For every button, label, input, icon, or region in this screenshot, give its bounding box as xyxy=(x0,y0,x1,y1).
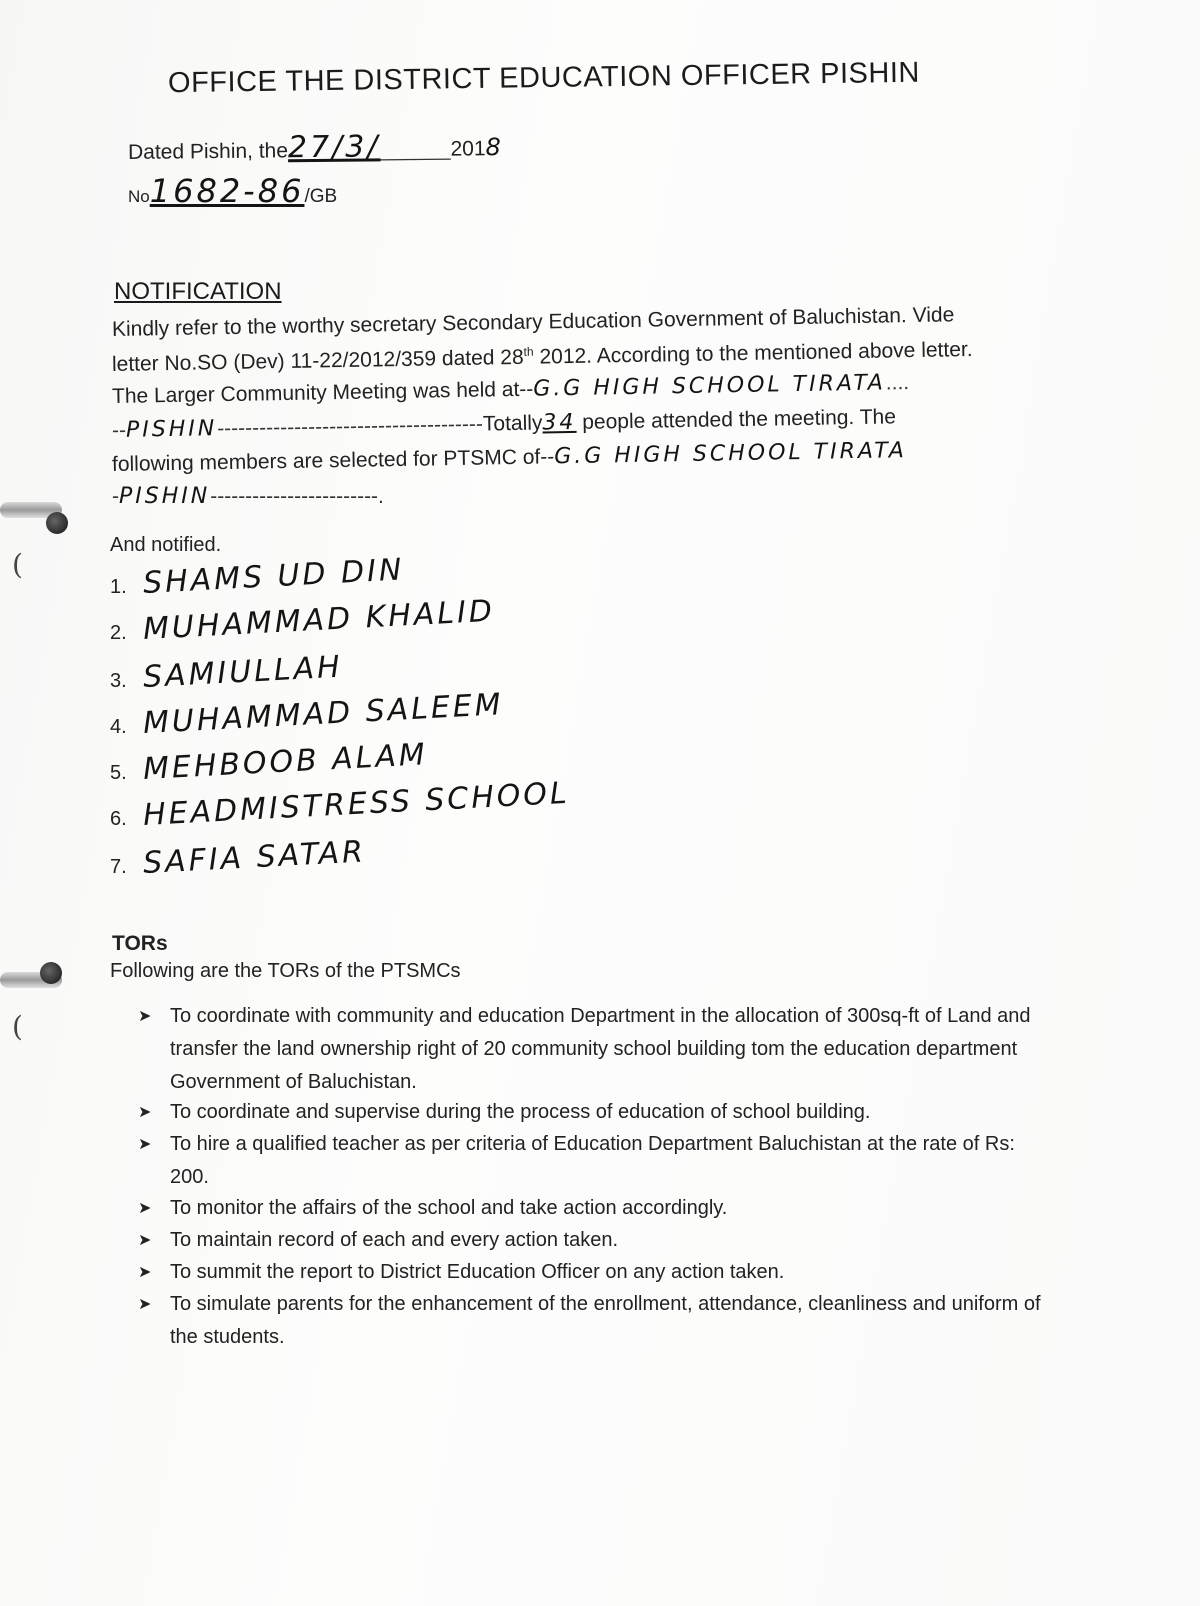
line4-dash-a: -- xyxy=(111,418,127,442)
notification-line-4 xyxy=(112,404,896,443)
member-name: SHAMS UD DIN xyxy=(142,552,406,601)
member-item-2 xyxy=(110,593,496,647)
member-item-1 xyxy=(110,552,406,601)
dated-label: Dated Pishin, the xyxy=(127,139,289,164)
member-name: SAFIA SATAR xyxy=(142,834,367,881)
totally-label: Totally xyxy=(482,411,543,436)
notification-line-5 xyxy=(112,438,907,477)
tors-heading: TORs xyxy=(112,932,168,955)
dated-line xyxy=(128,128,504,167)
letter-ref: letter No.SO (Dev) 11-22/2012/359 dated 28 xyxy=(111,345,524,376)
ptsmc-school-hand: G.G HIGH SCHOOL TIRATA xyxy=(554,438,908,470)
arrow-bullet-icon: ➤ xyxy=(138,1232,152,1249)
no-suffix: /GB xyxy=(304,186,338,207)
tor-item: ➤ To coordinate and supervise during the process of education of school building. xyxy=(138,1096,1058,1129)
arrow-bullet-icon: ➤ xyxy=(138,1104,152,1121)
tor-item: ➤ To monitor the affairs of the school and take action accordingly. xyxy=(138,1192,1058,1225)
member-name: MUHAMMAD KHALID xyxy=(142,593,496,647)
tor-item: ➤ To summit the report to District Education Officer on any action taken. xyxy=(138,1256,1058,1289)
member-number: 1. xyxy=(110,576,127,598)
member-item-3 xyxy=(110,649,344,695)
member-number: 4. xyxy=(110,716,127,738)
member-name: HEADMISTRESS SCHOOL xyxy=(142,775,571,833)
date-suffix: th xyxy=(523,344,534,359)
arrow-bullet-icon: ➤ xyxy=(138,1200,152,1217)
notification-heading: NOTIFICATION xyxy=(114,278,282,305)
arrow-bullet-icon: ➤ xyxy=(138,1008,152,1025)
binder-ring-cap-top xyxy=(46,512,68,534)
attended-text: people attended the meeting. The xyxy=(576,405,897,434)
member-number: 2. xyxy=(110,622,127,644)
members-selected-label: following members are selected for PTSMC of-- xyxy=(111,445,555,476)
tor-item: ➤ To maintain record of each and every action taken. xyxy=(138,1224,1058,1257)
dated-underline: ______ xyxy=(380,137,451,162)
member-number: 3. xyxy=(110,670,127,692)
meeting-venue-hand: G.G HIGH SCHOOL TIRATA xyxy=(533,370,887,402)
meeting-held-label: The Larger Community Meeting was held at-- xyxy=(111,377,534,408)
binder-hole-mark-bottom: ( xyxy=(12,1010,23,1043)
arrow-bullet-icon: ➤ xyxy=(138,1264,152,1281)
member-name: MEHBOOB ALAM xyxy=(142,737,429,787)
member-item-4 xyxy=(110,687,505,741)
member-name: MUHAMMAD SALEEM xyxy=(142,687,505,741)
attendee-count-hand: 34 xyxy=(542,409,577,436)
member-number: 5. xyxy=(110,762,127,784)
member-number: 6. xyxy=(110,808,127,830)
member-item-5 xyxy=(110,737,429,787)
and-notified: And notified. xyxy=(110,534,222,556)
notification-line-3 xyxy=(112,370,910,409)
binder-hole-mark-top: ( xyxy=(12,548,23,581)
meeting-location-hand: PISHIN xyxy=(125,416,218,443)
no-hand: 1682-86 xyxy=(149,172,305,210)
no-label: No xyxy=(128,187,150,206)
ptsmc-location-hand: PISHIN xyxy=(119,484,211,509)
venue-dots: .... xyxy=(885,371,910,395)
member-item-6 xyxy=(110,775,571,833)
tor-item: ➤ To hire a qualified teacher as per criteria of Education Department Baluchistan at the rate of Rs: 200. xyxy=(138,1128,1058,1194)
year-print: 201 xyxy=(450,137,486,161)
office-title: OFFICE THE DISTRICT EDUCATION OFFICER PISHIN xyxy=(167,56,921,100)
member-name: SAMIULLAH xyxy=(142,649,344,695)
line4-dash-b: -------------------------------------- xyxy=(217,412,484,441)
binder-ring-cap-bottom xyxy=(40,962,62,984)
arrow-bullet-icon: ➤ xyxy=(138,1296,152,1313)
arrow-bullet-icon: ➤ xyxy=(138,1136,152,1153)
tor-item: ➤ To coordinate with community and education Department in the allocation of 300sq-ft of Land and transfer the land ownership right of 20 community school building tom the education department Government of Baluchistan. xyxy=(138,1000,1058,1099)
line6-dash-b: ------------------------. xyxy=(210,485,384,508)
tors-intro: Following are the TORs of the PTSMCs xyxy=(110,960,461,982)
tor-item: ➤ To simulate parents for the enhancement of the enrollment, attendance, cleanliness and uniform of the students. xyxy=(138,1288,1058,1354)
letter-ref-cont: 2012. According to the mentioned above letter. xyxy=(533,337,973,369)
number-line xyxy=(128,172,337,210)
member-item-7 xyxy=(110,834,367,881)
year-hand: 8 xyxy=(485,133,504,162)
member-number: 7. xyxy=(110,856,127,878)
dated-hand: 27/3/ xyxy=(287,129,381,166)
line6-dash-a: - xyxy=(112,485,119,508)
notification-line-1: Kindly refer to the worthy secretary Secondary Education Government of Baluchistan. Vide xyxy=(111,303,955,341)
notification-line-6 xyxy=(112,484,384,509)
